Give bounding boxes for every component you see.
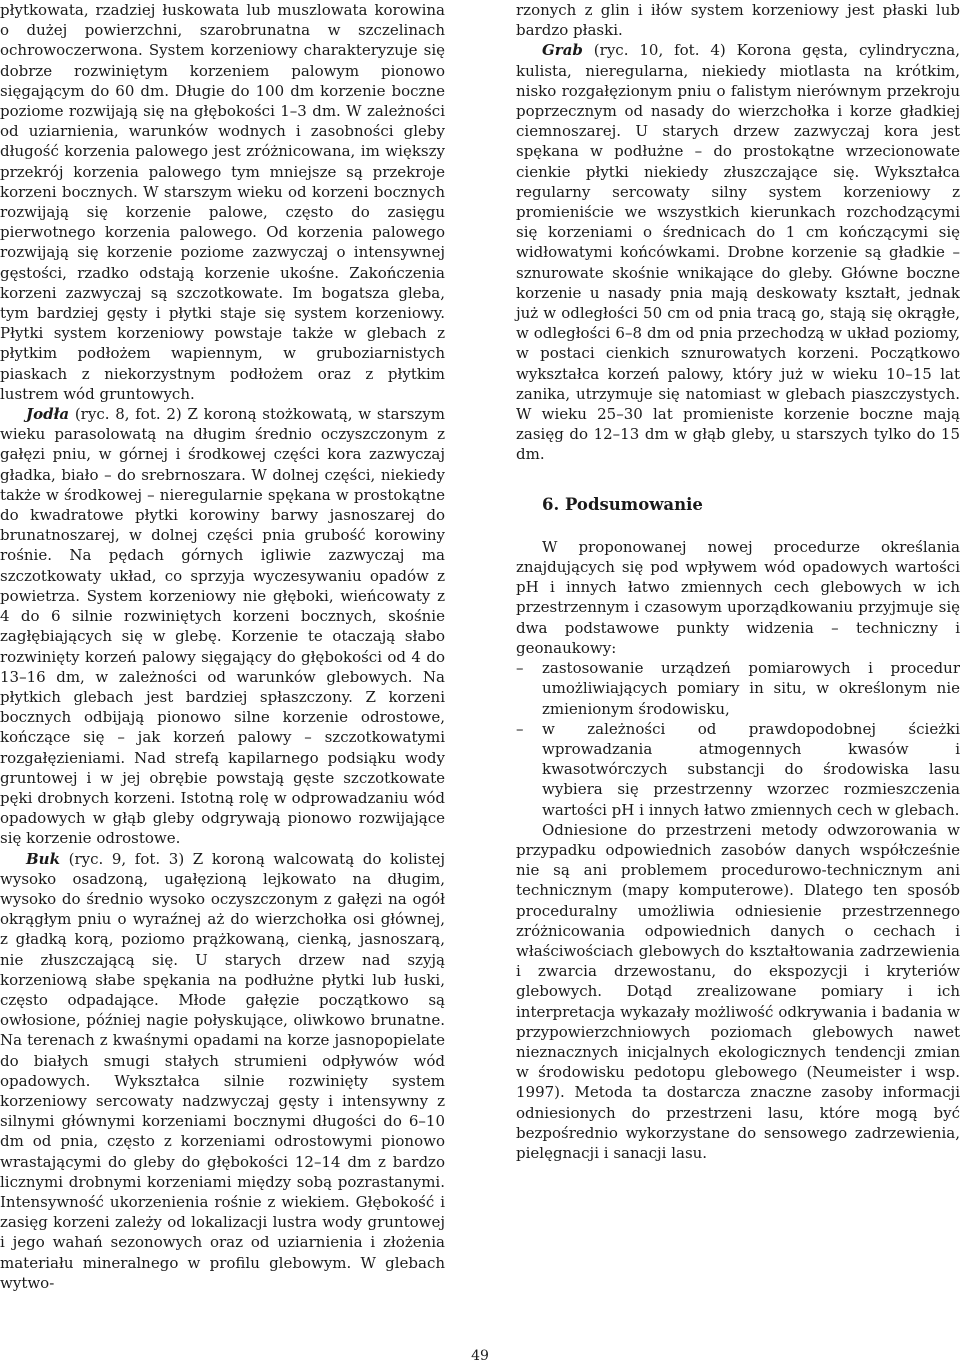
right-column (516, 0, 960, 1163)
species-label-buk: Buk (26, 849, 60, 868)
species-label-jodla: Jodła (26, 405, 70, 424)
dash-marker: – (516, 659, 524, 678)
list-item-text: zastosowanie urządzeń pomiarowych i procedur umożliwiających pomiary in situ, w określonym nie zmienionym środowisku, (542, 659, 960, 718)
list-item-text: w zależności od prawdopodobnej ścieżki wprowadzania atmogennych kwasów i kwasotwórczych substancji do środowiska lasu wybiera się przestrzenny wzorzec rozmieszczenia wartości pH i innych łatwo zmiennych cech w glebach. (542, 719, 960, 819)
summary-list (516, 658, 960, 820)
dash-marker: – (516, 719, 524, 738)
paragraph-continuation-right: rzonych z glin i iłów system korzeniowy jest płaski lub bardzo płaski. (516, 1, 960, 40)
paragraph-buk (0, 849, 445, 1293)
summary-intro: W proponowanej nowej procedurze określania znajdujących się pod wpływem wód opadowych wartości pH i innych łatwo zmiennych cech glebowych w ich przestrzennym i czasowym uporządkowaniu przyjmuje się dwa podstawowe punkty widzenia – techniczny i geonaukowy: (516, 537, 960, 657)
summary-body: Odniesione do przestrzeni metody odwzorowania w przypadku odpowiednich zasobów danych współcześnie nie są ani problemem procedurowo-technicznym ani technicznym (mapy komputerowe). Dlatego ten sposób proceduralny umożliwia odniesienie przestrzennego zróżnicowania odpowiednich danych o cechach i właściwościach glebowych do kształtowania zadrzewienia i zwarcia drzewostanu, do ekspozycji i kryteriów glebowych. Dotąd zrealizowane pomiary i ich interpretacja wykazały możliwość odkrywania i badania w przypowierzchniowych poziomach glebowych nawet nieznacznych inicjalnych ekologicznych tendencji zmian w środowisku pedotopu glebowego (Neumeister i wsp. 1997). Metoda ta dostarcza znaczne zasoby informacji odniesionych do przestrzeni lasu, które mogą być bezpośrednio wykorzystane do sensowego zadrzewienia, pielęgnacji i sanacji lasu. (516, 820, 960, 1162)
page-number: 49 (471, 1348, 489, 1364)
paragraph-grab-text: (ryc. 10, fot. 4) Korona gęsta, cylindryczna, kulista, nieregularna, niekiedy miotlasta na krótkim, nisko rozgałęzionym pniu o falistym nierównym przekroju poprzecznym od nasady do wierzchołka i korze gładkiej ciemnoszarej. U starych drzew zazwyczaj kora jest spękana w podłużne – do prostokątne wrzecionowate cienkie płytki niekiedy złuszczające się. Wykształca regularny sercowaty silny system korzeniowy z promieniście we wszystkich kierunkach rozchodzącymi się korzeniami o średnicach do 1 cm kończącymi się widłowatymi końcówkami. Drobne korzenie są gładkie – sznurowate skośnie wnikające do gleby. Główne boczne korzenie u nasady pnia mają deskowaty kształt, jednak już w odległości 50 cm od pnia tracą go, stają się okrągłe, w odległości 6–8 dm od pnia przechodzą w układ poziomy, w postaci cienkich sznurowatych korzeni. Początkowo wykształca korzeń palowy, który już w wieku 10–15 lat zanika, utrzymuje się natomiast w glebach piaszczystych. W wieku 25–30 lat promieniste korzenie boczne mają zasięg do 12–13 dm w głąb gleby, u starszych tylko do 15 dm. (516, 41, 960, 464)
list-item (516, 658, 960, 719)
paragraph-buk-text: (ryc. 9, fot. 3) Z koroną walcowatą do kolistej wysoko osadzoną, ugałęzioną lejkowato na długim, wysoko do średnio wysoko oczyszczonym z gałęzi na ogół okrągłym pniu o wyraźnej aż do wierzchołka osi głównej, z gładką korą, poziomo prążkowaną, cienką, jasnoszarą, nie złuszczającą się. U starych drzew nad szyją korzeniową słabe spękania na podłużne płytki lub łuski, często odpadające. Młode gałęzie początkowo są owłosione, później nagie połyskujące, oliwkowo brunatne. Na terenach z kwaśnymi opadami na korze jasnopopielate do białych smugi stałych strumieni odpływów wód opadowych. Wykształca silnie rozwinięty system korzeniowy sercowaty nadzwyczaj gęsty i intensywny z silnymi głównymi korzeniami bocznymi długości do 6–10 dm od pnia, często z korzeniami odrostowymi pionowo wrastającymi do gleby do głębokości 12–14 dm z bardzo licznymi drobnymi korzeniami między sobą pozrastanymi. Intensywność ukorzenienia rośnie z wiekiem. Głębokość i zasięg korzeni zależy od lokalizacji lustra wody gruntowej i jego wahań sezonowych oraz od uziarnienia i złożenia materiału mineralnego w profilu glebowym. W glebach wytwo- (0, 849, 445, 1292)
left-column (0, 0, 445, 1293)
section-heading: 6. Podsumowanie (542, 494, 703, 514)
paragraph-jodla (0, 404, 445, 848)
paragraph-continuation: płytkowata, rzadziej łuskowata lub muszlowata korowina o dużej powierzchni, szarobrunatna w szczelinach ochrowoczerwona. System korzeniowy charakteryzuje się dobrze rozwiniętym korzeniem palowym pionowo sięgającym do 60 dm. Długie do 100 dm korzenie boczne poziome rozwijają się na głębokości 1–3 dm. W zależności od uziarnienia, warunków wodnych i zasobności gleby długość korzenia palowego jest zróżnicowana, im większy przekrój korzenia palowego tym mniejsze są przekroje korzeni bocznych. W starszym wieku od korzeni bocznych rozwijają się korzenie palowe, często do zasięgu pierwotnego korzenia palowego. Od korzenia palowego rozwijają się korzenie poziome zazwyczaj o intensywnej gęstości, rzadko odstają korzenie ukośne. Zakończenia korzeni zazwyczaj są szczotkowate. Im bogatsza gleba, tym bardziej gęsty i płytki staje się system korzeniowy. Płytki system korzeniowy powstaje także w glebach z płytkim podłożem wapiennym, w gruboziarnistych piaskach z niekorzystnym podłożem oraz z płytkim lustrem wód gruntowych. (0, 1, 445, 403)
species-label-grab: Grab (542, 41, 583, 60)
list-item (516, 719, 960, 820)
paragraph-jodla-text: (ryc. 8, fot. 2) Z koroną stożkowatą, w starszym wieku parasolowatą na długim średnio oczyszczonym z gałęzi pniu, w górnej i środkowej części kora zazwyczaj gładka, biało – do srebrnoszara. W dolnej części, niekiedy także w środkowej – nieregularnie spękana w prostokątne do kwadratowe płytki korowiny barwy jasnoszarej do brunatnoszarej, w dolnej części pnia grubość korowiny rośnie. Na pędach górnych igliwie zazwyczaj ma szczotkowaty układ, co sprzyja wyczesywaniu opadów z powietrza. System korzeniowy nie głęboki, wieńcowaty z 4 do 6 silnie rozwiniętych korzeni bocznych, skośnie zagłębiających się w glebę. Korzenie te otaczają słabo rozwinięty korzeń palowy sięgający do głębokości od 4 do 13–16 dm, w zależności od warunków glebowych. Na płytkich glebach jest bardziej spłaszczony. Z korzeni bocznych odbijają pionowo silne korzenie odrostowe, kończące się – jak korzeń palowy – szczotkowatymi rozgałęzieniami. Nad strefą kapilarnego podsiąku wody gruntowej i w jej obrębie powstają gęste szczotkowate pęki drobnych korzeni. Istotną rolę w odprowadzaniu wód opadowych w głąb gleby odgrywają pionowo rozwijające się korzenie odrostowe. (0, 405, 445, 848)
paragraph-grab (516, 40, 960, 464)
